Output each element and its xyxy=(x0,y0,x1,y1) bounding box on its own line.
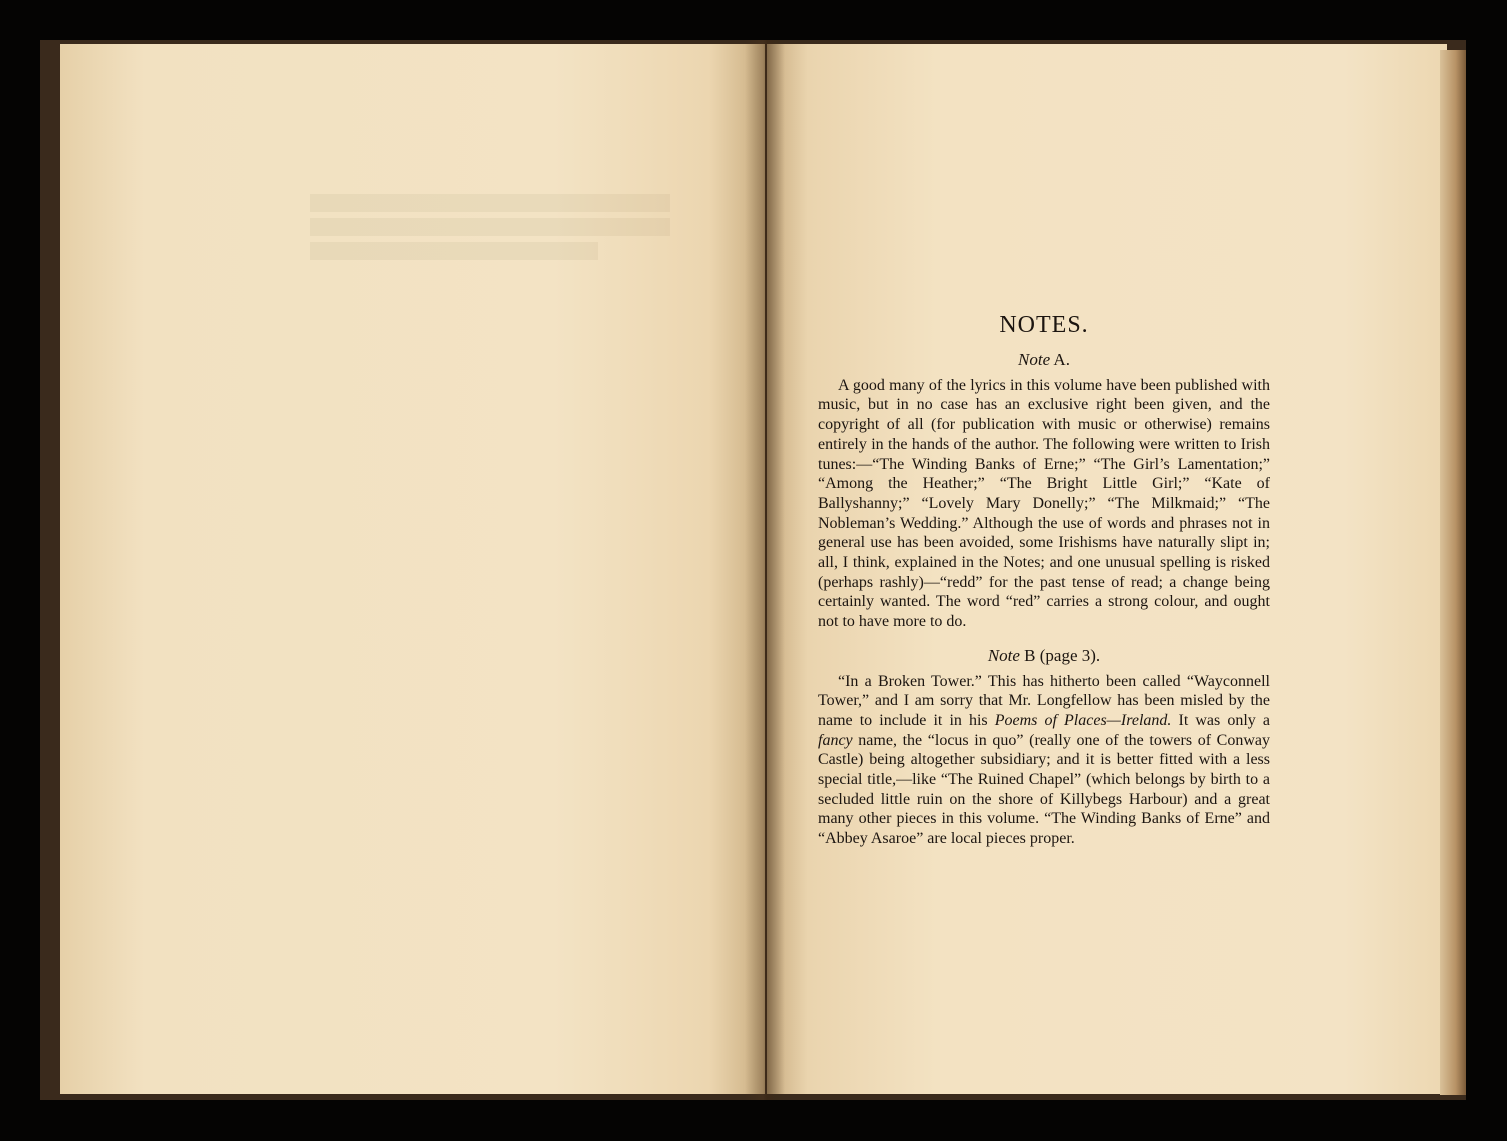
note-b-paragraph xyxy=(818,672,1270,849)
note-b-label-rest: B (page 3). xyxy=(1019,645,1101,665)
note-a-label-rest: A. xyxy=(1050,350,1070,369)
book-gutter xyxy=(745,40,785,1100)
note-b-heading xyxy=(818,646,1270,666)
note-b-italic-title: Poems of Places—Ireland. xyxy=(994,711,1172,729)
page-title: NOTES. xyxy=(999,312,1089,338)
note-a-label-italic: Note xyxy=(1018,350,1051,369)
notes-section xyxy=(818,310,1270,863)
note-b-label-italic: Note xyxy=(987,645,1020,665)
show-through-text xyxy=(310,194,670,266)
note-b-italic-fancy: fancy xyxy=(818,731,853,749)
note-b-text-3: name, the “locus in quo” (really one of the towers of Conway Castle) being altogether subsidiary; and it is better fitted with a less special title,—like “The Ruined Chapel” (which belongs by birth to a secluded little ruin on the shore of Killybegs Harbour) and a great many other pieces in this volume. “The Winding Banks of Erne” and “Abbey Asaroe” are local pieces proper. xyxy=(818,731,1270,848)
note-b-text-1: “In a Broken Tower.” This has hitherto been called “Wayconnell Tower,” and I am sorry that Mr. Longfellow has been misled by the name to include it in his xyxy=(818,672,1270,729)
note-a-heading xyxy=(818,350,1270,370)
note-a-paragraph: A good many of the lyrics in this volume have been published with music, but in no case has an exclusive right been given, and the copyright of all (for publication with music or otherwise) remains entirely in the hands of the author. The following were written to Irish tunes:—“The Winding Banks of Erne;” “The Girl’s Lamentation;” “Among the Heather;” “The Bright Little Girl;” “Kate of Ballyshanny;” “Lovely Mary Donelly;” “The Milkmaid;” “The Nobleman’s Wedding.” Although the use of words and phrases not in general use has been avoided, some Irishisms have naturally slipt in; all, I think, explained in the Notes; and one unusual spelling is risked (perhaps rashly)—“redd” for the past tense of read; a change being certainly wanted. The word “red” carries a strong colour, and ought not to have more to do. xyxy=(818,376,1270,631)
left-page-blank xyxy=(60,44,765,1094)
page-edge xyxy=(1440,50,1466,1095)
note-b-text-2: It was only a xyxy=(1171,711,1270,729)
